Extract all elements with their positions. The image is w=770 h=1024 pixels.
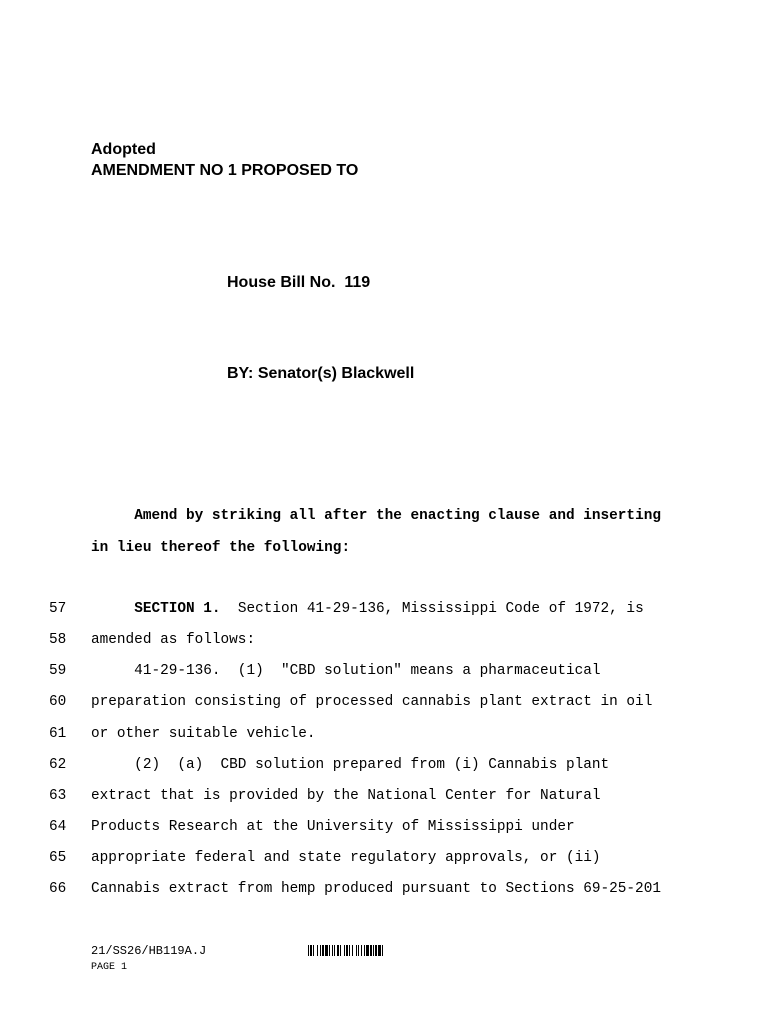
sponsor-line: BY: Senator(s) Blackwell — [227, 365, 415, 382]
line-number: 57 — [49, 601, 67, 617]
line-number: 64 — [49, 819, 67, 835]
bill-text-line: preparation consisting of processed cannabis plant extract in oil — [91, 694, 653, 710]
adoption-status: Adopted — [91, 141, 156, 158]
bill-text-line: amended as follows: — [91, 632, 256, 648]
bill-text-line: extract that is provided by the National Center for Natural — [91, 788, 601, 804]
page-number: PAGE 1 — [91, 962, 128, 973]
intro-line-2: in lieu thereof the following: — [91, 540, 351, 556]
intro-line-1 — [91, 508, 661, 524]
line-number: 58 — [49, 632, 67, 648]
line-number: 66 — [49, 881, 67, 897]
amendment-title: AMENDMENT NO 1 PROPOSED TO — [91, 162, 359, 179]
bill-text-line: Products Research at the University of Mississippi under — [91, 819, 575, 835]
bill-text-line: Cannabis extract from hemp produced pursuant to Sections 69-25-201 — [91, 881, 661, 897]
line-number: 60 — [49, 694, 67, 710]
line-number: 62 — [49, 757, 67, 773]
bill-text-line: or other suitable vehicle. — [91, 726, 316, 742]
bill-text-line: appropriate federal and state regulatory approvals, or (ii) — [91, 850, 601, 866]
section-text: Section 41-29-136, Mississippi Code of 1972, is — [220, 601, 644, 617]
section-label: SECTION 1. — [134, 601, 221, 617]
line-number: 63 — [49, 788, 67, 804]
bill-text-line: (2) (a) CBD solution prepared from (i) Cannabis plant — [91, 757, 610, 773]
line-number: 61 — [49, 726, 67, 742]
barcode-icon — [308, 945, 455, 956]
section-heading-line — [91, 601, 644, 617]
line-number: 59 — [49, 663, 67, 679]
bill-number: House Bill No. 119 — [227, 274, 371, 291]
line-number: 65 — [49, 850, 67, 866]
bill-text-line: 41-29-136. (1) "CBD solution" means a pharmaceutical — [91, 663, 601, 679]
intro-text-1: Amend by striking all after the enacting clause and inserting — [134, 508, 661, 524]
document-id: 21/SS26/HB119A.J — [91, 944, 207, 958]
